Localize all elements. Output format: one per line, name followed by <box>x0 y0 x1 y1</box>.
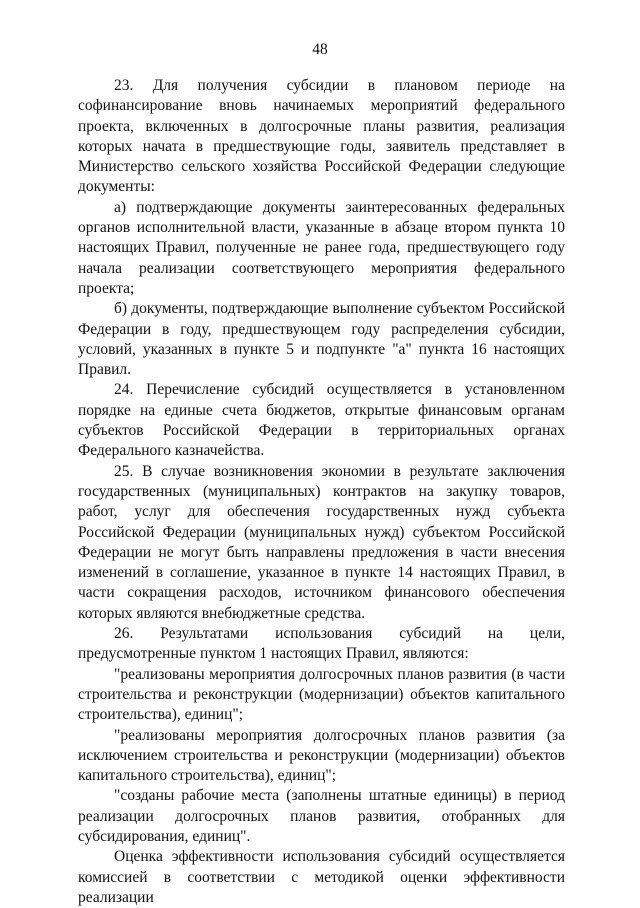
paragraph-26: 26. Результатами использования субсидий на цели, предусмотренные пунктом 1 настоящих Правил, являются: <box>78 625 565 663</box>
document-body <box>78 76 565 908</box>
paragraph-23: 23. Для получения субсидии в плановом периоде на софинансирование вновь начинаемых мероприятий федерального проекта, включенных в долгосрочные планы развития, реализация которых начата в предшествующие годы, заявитель представляет в Министерство сельского хозяйства Российской Федерации следующие документы: <box>78 77 565 196</box>
paragraph-23-b: б) документы, подтверждающие выполнение субъектом Российской Федерации в году, предшествующем году распределения субсидии, условий, указанных в пункте 5 и подпункте "а" пункта 16 настоящих Правил. <box>78 300 565 379</box>
result-item-3: "созданы рабочие места (заполнены штатные единицы) в период реализации долгосрочных планов развития, отобранных для субсидирования, единиц". <box>78 787 565 845</box>
page-number: 48 <box>312 41 328 58</box>
paragraph-24: 24. Перечисление субсидий осуществляется в установленном порядке на единые счета бюджетов, открытые финансовым органам субъектов Российской Федерации в территориальных органах Федерального казначейства. <box>78 381 565 460</box>
result-item-1: "реализованы мероприятия долгосрочных планов развития (в части строительства и реконструкции (модернизации) объектов капитального строительства), единиц"; <box>78 665 565 724</box>
paragraph-23-a: а) подтверждающие документы заинтересованных федеральных органов исполнительной власти, указанные в абзаце втором пункта 10 настоящих Правил, полученные не ранее года, предшествующего году начала реализации соответствующего мероприятия федерального проекта; <box>78 198 565 297</box>
paragraph-evaluation: Оценка эффективности использования субсидий осуществляется комиссией в соответствии с методикой оценки эффективности реализации <box>78 848 565 906</box>
paragraph-25: 25. В случае возникновения экономии в результате заключения государственных (муниципальных) контрактов на закупку товаров, работ, услуг для обеспечения государственных нужд субъекта Российской Федерации (муниципальных нужд) субъектом Российской Федерации не могут быть направлены предложения в части внесения изменений в соглашение, указанное в пункте 14 настоящих Правил, в части сокращения расходов, источником финансового обеспечения которых являются внебюджетные средства. <box>78 462 565 622</box>
result-item-2: "реализованы мероприятия долгосрочных планов развития (за исключением строительства и реконструкции (модернизации) объектов капитального строительства), единиц"; <box>78 726 565 785</box>
